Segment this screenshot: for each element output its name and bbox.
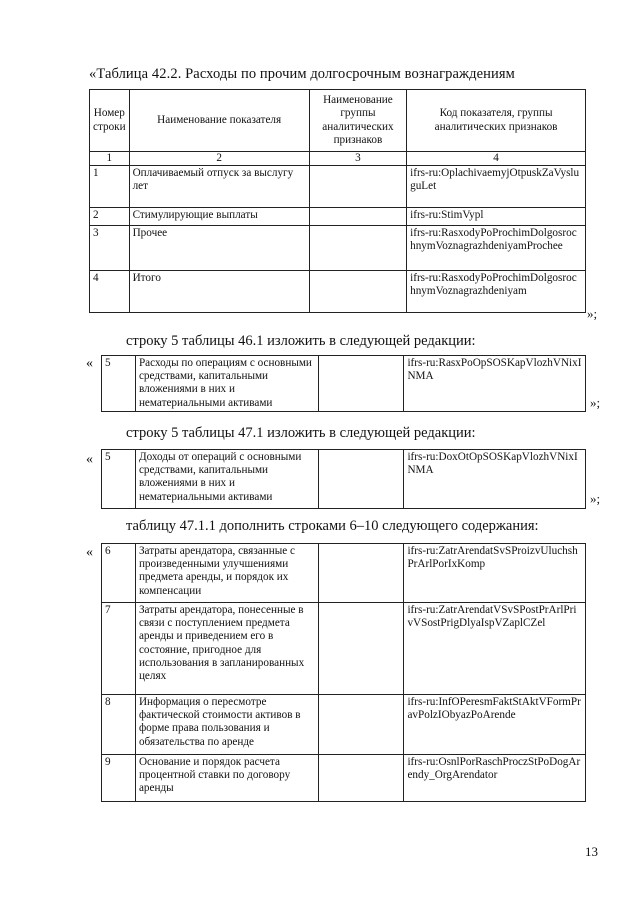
table-row (90, 166, 586, 208)
indicator-code: ifrs-ru:InfOPeresmFaktStAktVFormPravPolzIObyazPoArende (404, 695, 586, 755)
group-name (318, 544, 404, 603)
indicator-code: ifrs-ru:ZatrArendatVSvSPostPrArlPrivVSostPrigDlyaIspVZaplCZel (404, 603, 586, 695)
table-row (102, 603, 586, 695)
instruction-paragraph: строку 5 таблицы 46.1 изложить в следующей редакции: (126, 333, 476, 349)
table-46-1-row (101, 355, 586, 412)
closing-quote: »; (590, 491, 601, 506)
indicator-name: Прочее (129, 226, 309, 271)
closing-quote: »; (590, 395, 601, 410)
row-number: 8 (102, 695, 136, 755)
table-row (90, 226, 586, 271)
group-name (318, 356, 404, 412)
table-47-1-row (101, 449, 586, 509)
indicator-code: ifrs-ru:RasxodyPoProchimDolgosrochnymVoznagrazhdeniyamProchee (407, 226, 586, 271)
header-indicator-name: Наименование показателя (129, 90, 309, 152)
opening-quote: « (86, 452, 93, 467)
indicator-code: ifrs-ru:StimVypl (407, 208, 586, 226)
col-number: 3 (309, 152, 406, 166)
col-number: 4 (407, 152, 586, 166)
table-row (102, 695, 586, 755)
table-row (102, 450, 586, 509)
col-number: 2 (129, 152, 309, 166)
group-name (318, 695, 404, 755)
indicator-name: Затраты арендатора, понесенные в связи с поступлением предмета аренды и приведением его в состояние, пригодное для использования в запланированных целях (135, 603, 318, 695)
instruction-paragraph: строку 5 таблицы 47.1 изложить в следующей редакции: (126, 425, 476, 441)
indicator-code: ifrs-ru:ZatrArendatSvSProizvUluchshPrArlPorIxKomp (404, 544, 586, 603)
indicator-name: Стимулирующие выплаты (129, 208, 309, 226)
indicator-code: ifrs-ru:RasxPoOpSOSKapVlozhVNixINMA (404, 356, 586, 412)
table-header-row (90, 90, 586, 152)
indicator-name: Затраты арендатора, связанные с произведенными улучшениями предмета аренды, и порядок их компенсации (135, 544, 318, 603)
table-row (90, 208, 586, 226)
page-number: 13 (585, 844, 598, 859)
indicator-name: Основание и порядок расчета процентной ставки по договору аренды (135, 755, 318, 802)
closing-quote: »; (587, 306, 598, 321)
table-row (90, 271, 586, 313)
indicator-code: ifrs-ru:RasxodyPoProchimDolgosrochnymVoznagrazhdeniyam (407, 271, 586, 313)
instruction-paragraph: таблицу 47.1.1 дополнить строками 6–10 следующего содержания: (126, 518, 539, 534)
group-name (309, 271, 406, 313)
header-code: Код показателя, группы аналитических признаков (407, 90, 586, 152)
table-row (102, 544, 586, 603)
column-number-row (90, 152, 586, 166)
row-number: 5 (102, 356, 136, 412)
group-name (318, 755, 404, 802)
indicator-name: Информация о пересмотре фактической стоимости активов в форме права пользования и обязательства по аренде (135, 695, 318, 755)
group-name (309, 166, 406, 208)
row-number: 9 (102, 755, 136, 802)
row-number: 5 (102, 450, 136, 509)
group-name (318, 603, 404, 695)
indicator-code: ifrs-ru:OplachivaemyjOtpuskZaVysluguLet (407, 166, 586, 208)
table-42-2 (89, 89, 586, 313)
row-number: 4 (90, 271, 130, 313)
row-number: 3 (90, 226, 130, 271)
indicator-name: Доходы от операций с основными средствами, капитальными вложениями в них и нематериальными активами (135, 450, 318, 509)
row-number: 2 (90, 208, 130, 226)
indicator-code: ifrs-ru:OsnlPorRaschProczStPoDogArendy_OrgArendator (404, 755, 586, 802)
indicator-name: Расходы по операциям с основными средствами, капитальными вложениями в них и нематериальными активами (135, 356, 318, 412)
indicator-code: ifrs-ru:DoxOtOpSOSKapVlozhVNixINMA (404, 450, 586, 509)
table-47-1-1-rows (101, 543, 586, 802)
indicator-name: Оплачиваемый отпуск за выслугу лет (129, 166, 309, 208)
header-row-number: Номер строки (90, 90, 130, 152)
opening-quote: « (86, 545, 93, 560)
header-group-name: Наименование группы аналитических признаков (309, 90, 406, 152)
row-number: 7 (102, 603, 136, 695)
group-name (309, 208, 406, 226)
col-number: 1 (90, 152, 130, 166)
group-name (309, 226, 406, 271)
table-title: «Таблица 42.2. Расходы по прочим долгосрочным вознаграждениям (89, 66, 515, 82)
opening-quote: « (86, 356, 93, 371)
group-name (318, 450, 404, 509)
row-number: 1 (90, 166, 130, 208)
row-number: 6 (102, 544, 136, 603)
table-row (102, 755, 586, 802)
table-row (102, 356, 586, 412)
indicator-name: Итого (129, 271, 309, 313)
